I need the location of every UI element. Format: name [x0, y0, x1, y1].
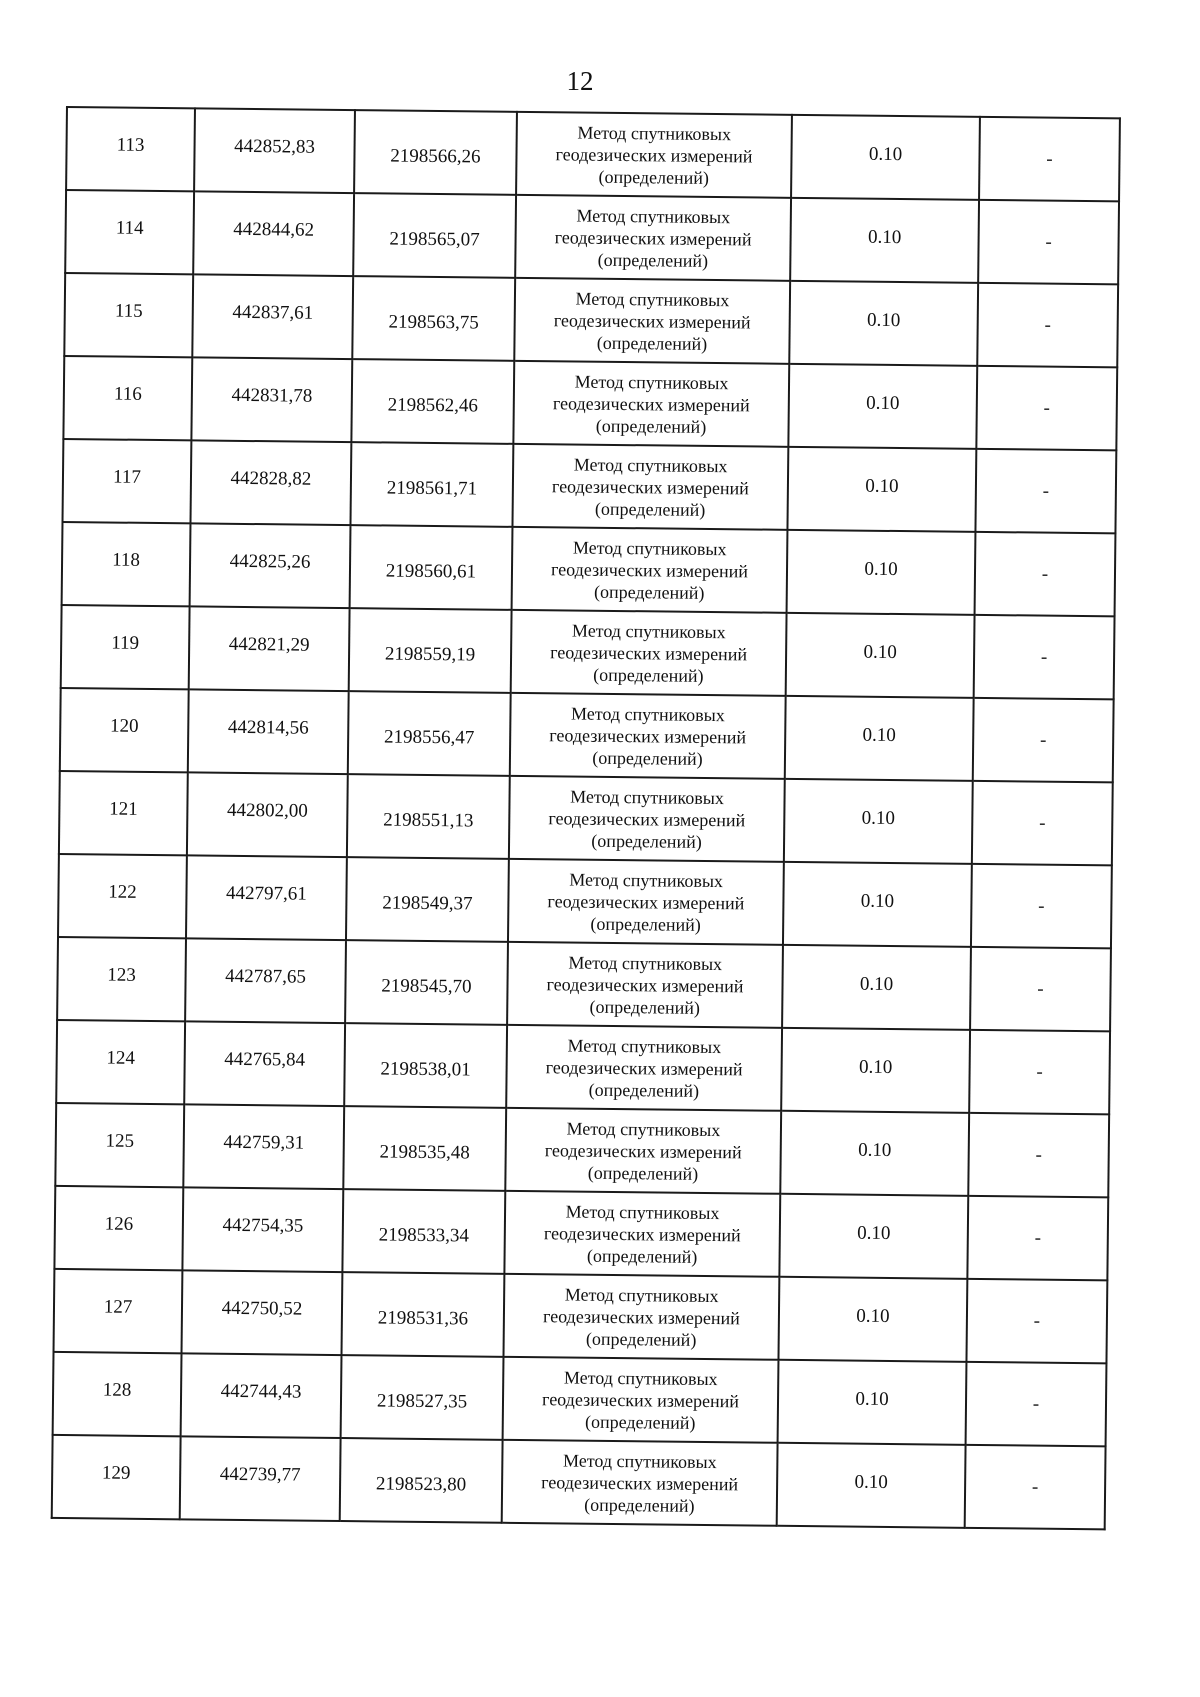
method-line: (определений) — [590, 913, 701, 935]
method-line: геодезических измерений — [542, 1305, 740, 1328]
method-cell — [514, 278, 790, 364]
method-cell — [515, 195, 791, 281]
x-coordinate-cell-text: 442831,78 — [231, 384, 313, 407]
y-coordinate-cell-text: 2198565,07 — [389, 228, 480, 250]
method-cell — [516, 112, 792, 198]
note-cell — [975, 449, 1116, 534]
method-line: Метод спутниковых — [570, 785, 725, 808]
y-coordinate-cell — [349, 608, 512, 693]
y-coordinate-cell — [345, 940, 508, 1025]
accuracy-cell-text: 0.10 — [857, 1222, 891, 1244]
note-cell-text: - — [1040, 646, 1048, 668]
y-coordinate-cell-text: 2198566,26 — [390, 145, 481, 167]
method-line: Метод спутниковых — [577, 122, 732, 144]
note-cell — [973, 698, 1114, 783]
note-cell-text: - — [1046, 148, 1053, 170]
x-coordinate-cell — [190, 440, 351, 525]
x-coordinate-cell — [187, 772, 348, 857]
method-cell — [503, 1274, 779, 1360]
note-cell — [969, 1030, 1110, 1115]
note-cell — [975, 532, 1116, 617]
point-number-cell-text: 128 — [102, 1378, 132, 1401]
y-coordinate-cell — [347, 774, 510, 859]
point-number-cell-text: 114 — [115, 217, 144, 239]
method-cell — [503, 1357, 779, 1443]
accuracy-cell-text: 0.10 — [854, 1471, 888, 1493]
x-coordinate-cell — [189, 606, 350, 691]
x-coordinate-cell — [180, 1436, 341, 1521]
method-cell — [511, 610, 787, 696]
accuracy-cell-text: 0.10 — [859, 973, 894, 995]
point-number-cell-text: 126 — [104, 1212, 134, 1235]
accuracy-cell-text: 0.10 — [855, 1388, 889, 1410]
method-cell — [512, 444, 788, 530]
note-cell — [967, 1196, 1108, 1281]
point-number-cell — [59, 771, 188, 855]
note-cell-text: - — [1045, 231, 1052, 253]
note-cell — [978, 200, 1119, 285]
method-line: геодезических измерений — [546, 973, 744, 996]
method-line: Метод спутниковых — [564, 1283, 719, 1306]
x-coordinate-cell-text: 442787,65 — [225, 965, 307, 988]
method-line: геодезических измерений — [552, 392, 750, 415]
accuracy-cell — [789, 281, 978, 366]
y-coordinate-cell — [346, 857, 509, 942]
note-cell-text: - — [1039, 812, 1046, 834]
accuracy-cell-text: 0.10 — [856, 1305, 890, 1327]
method-line: (определений) — [595, 415, 707, 437]
y-coordinate-cell — [342, 1272, 505, 1357]
method-line: Метод спутниковых — [563, 1366, 718, 1389]
point-number-cell — [63, 356, 192, 440]
method-line: геодезических измерений — [544, 1139, 742, 1162]
method-line: геодезических измерений — [541, 1471, 739, 1494]
accuracy-cell — [777, 1443, 966, 1528]
x-coordinate-cell — [182, 1270, 343, 1355]
method-line: (определений) — [589, 996, 701, 1018]
note-cell — [971, 864, 1112, 949]
accuracy-cell — [785, 696, 974, 781]
point-number-cell-text: 118 — [112, 549, 141, 571]
x-coordinate-cell — [186, 855, 347, 940]
x-coordinate-cell-text: 442750,52 — [221, 1297, 303, 1320]
y-coordinate-cell-text: 2198561,71 — [386, 476, 478, 499]
method-line: (определений) — [588, 1079, 700, 1101]
method-line: (определений) — [598, 166, 710, 188]
point-number-cell-text: 117 — [112, 466, 141, 488]
note-cell-text: - — [1039, 729, 1047, 751]
x-coordinate-cell-text: 442739,77 — [219, 1463, 301, 1486]
method-cell — [507, 942, 783, 1028]
point-number-cell-text: 122 — [108, 881, 137, 903]
y-coordinate-cell — [352, 276, 515, 361]
method-line: (определений) — [584, 1411, 696, 1433]
point-number-cell-text: 125 — [105, 1129, 135, 1152]
point-number-cell — [54, 1186, 183, 1270]
x-coordinate-cell — [184, 1021, 345, 1106]
note-cell — [974, 615, 1115, 700]
method-line: (определений) — [587, 1162, 699, 1184]
method-line: геодезических измерений — [551, 475, 749, 498]
accuracy-cell-text: 0.10 — [866, 392, 900, 414]
method-line: Метод спутниковых — [574, 371, 729, 393]
y-coordinate-cell-text: 2198559,19 — [384, 642, 476, 665]
method-line: Метод спутниковых — [566, 1117, 721, 1140]
table-row — [62, 522, 1116, 616]
accuracy-cell — [786, 613, 975, 698]
y-coordinate-cell — [340, 1438, 503, 1523]
x-coordinate-cell-text: 442754,35 — [222, 1214, 304, 1237]
accuracy-cell — [783, 862, 972, 947]
x-coordinate-cell-text: 442797,61 — [226, 882, 307, 905]
y-coordinate-cell-text: 2198551,13 — [383, 808, 474, 831]
accuracy-cell — [790, 198, 979, 283]
note-cell-text: - — [1043, 397, 1051, 419]
method-line: (определений) — [586, 1245, 698, 1267]
point-number-cell — [66, 107, 195, 191]
y-coordinate-cell-text: 2198545,70 — [381, 974, 472, 997]
x-coordinate-cell — [193, 191, 354, 276]
x-coordinate-cell-text: 442825,26 — [229, 550, 311, 573]
x-coordinate-cell — [188, 689, 349, 774]
x-coordinate-cell-text: 442744,43 — [220, 1380, 302, 1403]
note-cell — [970, 947, 1111, 1032]
table-row — [62, 439, 1116, 533]
note-cell — [977, 283, 1118, 368]
note-cell — [966, 1279, 1107, 1364]
point-number-cell-text: 127 — [103, 1295, 133, 1318]
method-line: геодезических измерений — [550, 641, 748, 664]
x-coordinate-cell-text: 442844,62 — [233, 218, 315, 241]
table-row — [61, 605, 1115, 699]
y-coordinate-cell — [342, 1189, 505, 1274]
note-cell-text: - — [1035, 1144, 1042, 1166]
note-cell-text: - — [1034, 1227, 1042, 1249]
table-row — [58, 854, 1112, 948]
y-coordinate-cell — [354, 110, 517, 195]
note-cell-text: - — [1033, 1310, 1041, 1332]
method-cell — [505, 1108, 781, 1194]
table-row — [60, 688, 1114, 782]
method-cell — [504, 1191, 780, 1277]
accuracy-cell-text: 0.10 — [864, 558, 898, 580]
method-line: геодезических измерений — [542, 1388, 740, 1411]
method-line: (определений) — [593, 664, 704, 686]
note-cell — [965, 1445, 1106, 1530]
x-coordinate-cell-text: 442837,61 — [232, 301, 314, 324]
method-line: Метод спутниковых — [570, 703, 725, 725]
point-number-cell — [64, 273, 193, 357]
point-number-cell — [60, 688, 189, 772]
method-line: Метод спутниковых — [576, 205, 731, 227]
point-number-cell-text: 116 — [113, 383, 142, 405]
note-cell — [976, 366, 1117, 451]
x-coordinate-cell-text: 442765,84 — [224, 1048, 306, 1071]
accuracy-cell-text: 0.10 — [865, 475, 899, 497]
method-cell — [506, 1025, 782, 1111]
x-coordinate-cell — [183, 1104, 344, 1189]
method-line: Метод спутниковых — [565, 1200, 720, 1223]
accuracy-cell — [781, 1028, 970, 1113]
accuracy-cell-text: 0.10 — [868, 143, 903, 165]
table-row — [65, 190, 1119, 284]
accuracy-cell — [782, 945, 971, 1030]
note-cell-text: - — [1032, 1393, 1040, 1415]
table-row — [52, 1435, 1106, 1529]
y-coordinate-cell-text: 2198563,75 — [388, 311, 479, 333]
coordinates-table-wrapper — [51, 106, 1119, 1530]
table-row — [56, 1020, 1110, 1114]
x-coordinate-cell — [192, 274, 353, 359]
table-row — [57, 937, 1111, 1031]
note-cell-text: - — [1042, 480, 1050, 502]
y-coordinate-cell — [353, 193, 516, 278]
note-cell-text: - — [1044, 314, 1051, 336]
coordinates-table — [51, 106, 1121, 1530]
x-coordinate-cell — [185, 938, 346, 1023]
accuracy-cell — [778, 1277, 967, 1362]
method-line: геодезических измерений — [553, 309, 751, 332]
point-number-cell — [57, 937, 186, 1021]
accuracy-cell — [787, 530, 976, 615]
accuracy-cell — [791, 115, 980, 200]
accuracy-cell — [784, 779, 973, 864]
point-number-cell — [62, 439, 191, 523]
method-line: (определений) — [584, 1494, 695, 1516]
method-line: геодезических измерений — [545, 1056, 743, 1079]
method-line: геодезических измерений — [547, 890, 745, 913]
y-coordinate-cell-text: 2198556,47 — [383, 725, 475, 748]
method-line: (определений) — [594, 498, 706, 520]
method-line: геодезических измерений — [549, 724, 747, 747]
x-coordinate-cell — [194, 108, 355, 193]
x-coordinate-cell — [191, 357, 352, 442]
method-line: Метод спутниковых — [575, 288, 730, 310]
table-row — [59, 771, 1113, 865]
accuracy-cell-text: 0.10 — [858, 1056, 893, 1078]
note-cell — [968, 1113, 1109, 1198]
method-line: (определений) — [593, 581, 705, 603]
point-number-cell — [61, 605, 190, 689]
method-cell — [502, 1440, 778, 1526]
x-coordinate-cell-text: 442852,83 — [234, 135, 316, 158]
y-coordinate-cell-text: 2198531,36 — [377, 1306, 469, 1329]
y-coordinate-cell-text: 2198549,37 — [382, 891, 473, 914]
method-cell — [509, 776, 785, 862]
y-coordinate-cell — [344, 1023, 507, 1108]
method-cell — [510, 693, 786, 779]
y-coordinate-cell-text: 2198562,46 — [387, 393, 479, 416]
accuracy-cell-text: 0.10 — [863, 641, 897, 663]
method-line: Метод спутниковых — [572, 537, 727, 559]
point-number-cell — [65, 190, 194, 274]
method-line: Метод спутниковых — [567, 1034, 722, 1057]
method-line: Метод спутниковых — [562, 1449, 717, 1472]
point-number-cell-text: 113 — [116, 134, 145, 156]
point-number-cell — [53, 1352, 182, 1436]
y-coordinate-cell — [350, 442, 513, 527]
y-coordinate-cell — [341, 1355, 504, 1440]
method-line: геодезических измерений — [554, 226, 752, 249]
method-line: (определений) — [591, 830, 702, 852]
accuracy-cell-text: 0.10 — [866, 309, 901, 331]
page-number: 12 — [566, 66, 594, 96]
coordinates-table-body — [52, 107, 1120, 1529]
y-coordinate-cell-text: 2198527,35 — [376, 1389, 468, 1412]
point-number-cell — [54, 1269, 183, 1353]
x-coordinate-cell-text: 442759,31 — [223, 1131, 305, 1154]
method-cell — [508, 859, 784, 945]
accuracy-cell — [780, 1111, 969, 1196]
x-coordinate-cell-text: 442821,29 — [228, 633, 310, 656]
point-number-cell-text: 124 — [106, 1046, 136, 1069]
x-coordinate-cell-text: 442814,56 — [227, 716, 309, 739]
accuracy-cell-text: 0.10 — [861, 807, 896, 829]
x-coordinate-cell — [182, 1187, 343, 1272]
x-coordinate-cell — [190, 523, 351, 608]
note-cell-text: - — [1041, 563, 1049, 585]
x-coordinate-cell-text: 442828,82 — [230, 467, 312, 490]
method-line: Метод спутниковых — [569, 868, 724, 891]
point-number-cell-text: 120 — [109, 715, 139, 737]
note-cell — [966, 1362, 1107, 1447]
y-coordinate-cell-text: 2198538,01 — [380, 1057, 471, 1080]
y-coordinate-cell — [351, 359, 514, 444]
table-row — [55, 1103, 1109, 1197]
table-row — [54, 1186, 1108, 1280]
y-coordinate-cell — [343, 1106, 506, 1191]
point-number-cell — [52, 1435, 181, 1519]
point-number-cell — [58, 854, 187, 938]
accuracy-cell — [778, 1360, 967, 1445]
method-line: (определений) — [585, 1328, 697, 1350]
method-line: (определений) — [596, 332, 708, 354]
method-line: Метод спутниковых — [573, 454, 728, 476]
point-number-cell — [56, 1020, 185, 1104]
point-number-cell — [62, 522, 191, 606]
note-cell — [979, 117, 1120, 202]
point-number-cell-text: 129 — [101, 1461, 131, 1484]
method-line: Метод спутниковых — [568, 951, 723, 974]
method-line: Метод спутниковых — [571, 620, 726, 642]
note-cell-text: - — [1036, 1061, 1043, 1083]
accuracy-cell — [779, 1194, 968, 1279]
accuracy-cell — [788, 364, 977, 449]
y-coordinate-cell-text: 2198560,61 — [385, 559, 477, 582]
point-number-cell — [55, 1103, 184, 1187]
table-row — [63, 356, 1117, 450]
point-number-cell-text: 123 — [107, 963, 136, 986]
y-coordinate-cell — [350, 525, 513, 610]
table-row — [64, 273, 1118, 367]
method-line: геодезических измерений — [548, 807, 746, 830]
point-number-cell-text: 119 — [111, 632, 140, 654]
x-coordinate-cell — [181, 1353, 342, 1438]
method-line: геодезических измерений — [543, 1222, 741, 1245]
accuracy-cell-text: 0.10 — [860, 890, 895, 912]
method-cell — [513, 361, 789, 447]
note-cell-text: - — [1037, 978, 1044, 1000]
method-line: (определений) — [592, 747, 703, 769]
point-number-cell-text: 121 — [109, 798, 138, 820]
x-coordinate-cell-text: 442802,00 — [226, 799, 308, 822]
note-cell-text: - — [1038, 895, 1045, 917]
method-line: геодезических измерений — [550, 558, 749, 581]
note-cell-text: - — [1031, 1476, 1039, 1498]
y-coordinate-cell-text: 2198533,34 — [378, 1223, 470, 1246]
y-coordinate-cell-text: 2198523,80 — [375, 1472, 467, 1495]
point-number-cell-text: 115 — [114, 300, 143, 322]
method-cell — [512, 527, 788, 613]
y-coordinate-cell — [348, 691, 511, 776]
accuracy-cell-text: 0.10 — [862, 724, 896, 746]
accuracy-cell-text: 0.10 — [867, 226, 902, 248]
table-row — [54, 1269, 1108, 1363]
y-coordinate-cell-text: 2198535,48 — [379, 1140, 470, 1163]
note-cell — [972, 781, 1113, 866]
method-line: (определений) — [597, 249, 709, 271]
table-row — [66, 107, 1120, 201]
table-row — [53, 1352, 1107, 1446]
accuracy-cell — [787, 447, 976, 532]
method-line: геодезических измерений — [555, 143, 753, 166]
accuracy-cell-text: 0.10 — [858, 1139, 892, 1161]
